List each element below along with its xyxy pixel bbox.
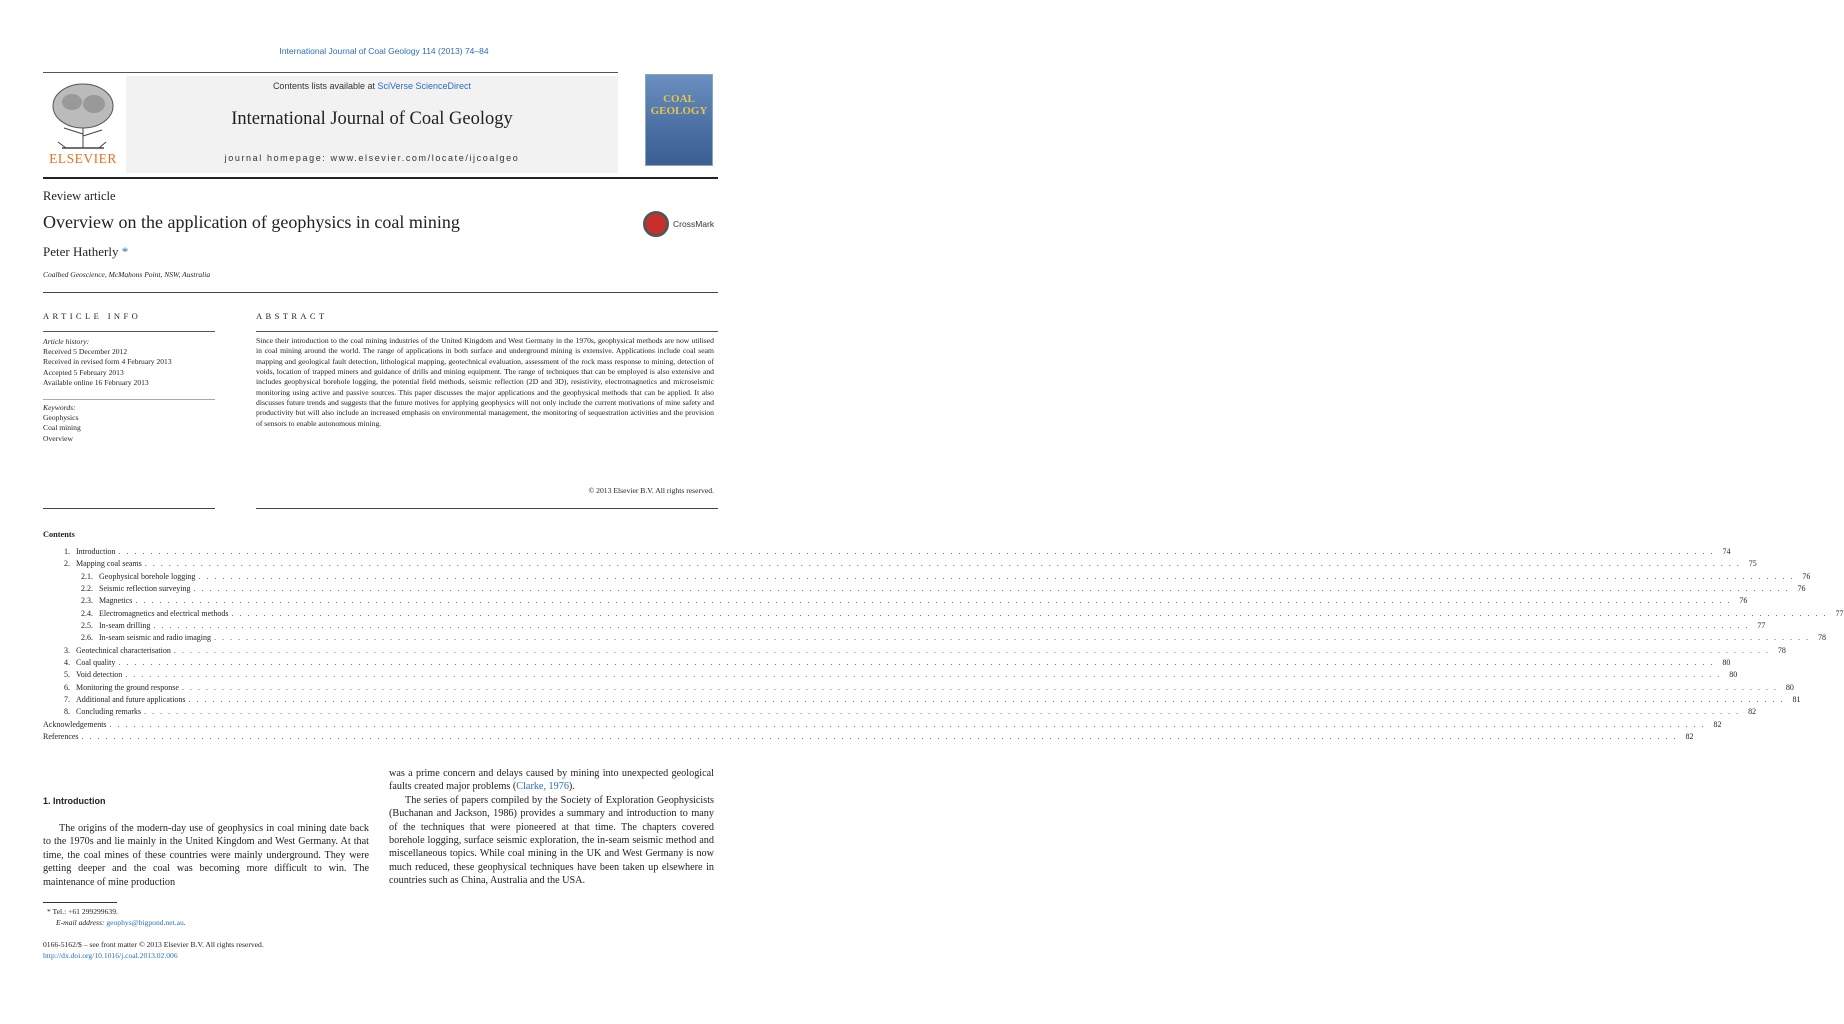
paragraph-text: ). xyxy=(568,781,575,793)
toc-page-number: 78 xyxy=(1777,645,1786,655)
footnote-tel: * Tel.: +61 299299639. xyxy=(47,907,118,916)
toc-leader-dots: . . . . . . . . . . . . . . . . . . . . . . . . . . . . . . . . . . . . . . . . . . . . . . . . . . . . . . . . . . . . . . . . . . . . . . . . . . . . . . . . . . . . . . . . . . . . . . . . . . . . . . . . . . . . . . . . . . . . . . . . . . . . . . . . . . . . . . . . . . . . . . . . . . . . . . . . . . . . . . . . . . . . . . . . . . . . . . . . . . . . . . . . . . . . . . . . . . . . . . . . xyxy=(193,584,1790,594)
history-online: Available online 16 February 2013 xyxy=(43,377,149,387)
footnote-email xyxy=(43,918,186,929)
toc-title: Geophysical borehole logging xyxy=(99,571,196,581)
keywords-block xyxy=(43,403,215,444)
toc-entry[interactable] xyxy=(43,669,1738,681)
contents-heading: Contents xyxy=(43,530,75,539)
toc-entry[interactable] xyxy=(43,583,1806,595)
keyword: Overview xyxy=(43,433,73,443)
header-top-rule xyxy=(43,72,618,73)
info-top-rule xyxy=(43,292,718,293)
toc-entry[interactable] xyxy=(43,632,1826,644)
toc-entry[interactable] xyxy=(43,694,1801,706)
toc-leader-dots: . . . . . . . . . . . . . . . . . . . . . . . . . . . . . . . . . . . . . . . . . . . . . . . . . . . . . . . . . . . . . . . . . . . . . . . . . . . . . . . . . . . . . . . . . . . . . . . . . . . . . . . . . . . . . . . . . . . . . . . . . . . . . . . . . . . . . . . . . . . . . . . . . . . . . . . . . . . . . . . . . . . . . . . . . . . . . . . . . . . . . . . . . . . . . . . . . . . . . . . . xyxy=(181,682,1778,692)
toc-number: 2.3. xyxy=(81,596,93,606)
toc-number: 3. xyxy=(64,645,70,655)
toc-title: In-seam seismic and radio imaging xyxy=(99,633,211,643)
toc-leader-dots: . . . . . . . . . . . . . . . . . . . . . . . . . . . . . . . . . . . . . . . . . . . . . . . . . . . . . . . . . . . . . . . . . . . . . . . . . . . . . . . . . . . . . . . . . . . . . . . . . . . . . . . . . . . . . . . . . . . . . . . . . . . . . . . . . . . . . . . . . . . . . . . . . . . . . . . . . . . . . . . . . . . . . . . . . . . . . . . . . . . . . . . . . . . . . . . . . . . . . . . . xyxy=(125,670,1722,680)
toc-leader-dots: . . . . . . . . . . . . . . . . . . . . . . . . . . . . . . . . . . . . . . . . . . . . . . . . . . . . . . . . . . . . . . . . . . . . . . . . . . . . . . . . . . . . . . . . . . . . . . . . . . . . . . . . . . . . . . . . . . . . . . . . . . . . . . . . . . . . . . . . . . . . . . . . . . . . . . . . . . . . . . . . . . . . . . . . . . . . . . . . . . . . . . . . . . . . . . . . . . . . . . . . xyxy=(135,596,1732,606)
toc-number: 2.4. xyxy=(81,608,93,618)
article-type: Review article xyxy=(43,189,116,203)
toc-title: Concluding remarks xyxy=(76,707,142,717)
body-paragraph xyxy=(389,767,714,794)
toc-page-number: 74 xyxy=(1722,547,1731,556)
cover-title: COAL GEOLOGY xyxy=(650,93,708,117)
section-heading-introduction: 1. Introduction xyxy=(43,796,106,806)
info-bottom-rule-right xyxy=(256,508,718,509)
toc-title: Monitoring the ground response xyxy=(76,682,179,692)
toc-page-number: 82 xyxy=(1685,732,1694,742)
history-received: Received 5 December 2012 xyxy=(43,347,128,357)
author-line xyxy=(43,244,128,260)
author-affiliation: Coalbed Geoscience, McMahons Point, NSW, Australia xyxy=(43,270,211,279)
abstract-copyright: © 2013 Elsevier B.V. All rights reserved. xyxy=(588,486,714,495)
toc-entry[interactable] xyxy=(43,731,1694,743)
info-left-rule xyxy=(43,331,215,332)
toc-leader-dots: . . . . . . . . . . . . . . . . . . . . . . . . . . . . . . . . . . . . . . . . . . . . . . . . . . . . . . . . . . . . . . . . . . . . . . . . . . . . . . . . . . . . . . . . . . . . . . . . . . . . . . . . . . . . . . . . . . . . . . . . . . . . . . . . . . . . . . . . . . . . . . . . . . . . . . . . . . . . . . . . . . . . . . . . . . . . . . . . . . . . . . . . . . . . . . . . . . . . . . . . xyxy=(173,645,1770,655)
body-right-column xyxy=(389,767,714,888)
article-title: Overview on the application of geophysics in coal mining xyxy=(43,212,460,232)
toc-page-number: 78 xyxy=(1817,633,1826,643)
email-link[interactable]: geophys@bigpond.net.au xyxy=(106,917,184,927)
toc-leader-dots: . . . . . . . . . . . . . . . . . . . . . . . . . . . . . . . . . . . . . . . . . . . . . . . . . . . . . . . . . . . . . . . . . . . . . . . . . . . . . . . . . . . . . . . . . . . . . . . . . . . . . . . . . . . . . . . . . . . . . . . . . . . . . . . . . . . . . . . . . . . . . . . . . . . . . . . . . . . . . . . . . . . . . . . . . . . . . . . . . . . . . . . . . . . . . . . . . . . . . . . . xyxy=(109,719,1706,729)
history-divider xyxy=(43,399,215,400)
footnote-rule xyxy=(43,902,117,903)
sciencedirect-link[interactable]: SciVerse ScienceDirect xyxy=(377,81,472,91)
issn-line: 0166-5162/$ – see front matter © 2013 Elsevier B.V. All rights reserved. xyxy=(43,940,264,949)
toc-entry[interactable] xyxy=(43,682,1794,694)
toc-page-number: 80 xyxy=(1722,658,1731,668)
journal-title: International Journal of Coal Geology xyxy=(231,109,513,129)
journal-reference[interactable]: International Journal of Coal Geology 114 (2013) 74–84 xyxy=(279,46,489,56)
toc-entry[interactable] xyxy=(43,706,1757,718)
history-label: Article history: xyxy=(43,337,90,346)
toc-entry[interactable] xyxy=(43,546,1731,558)
toc-title: Void detection xyxy=(76,670,123,680)
toc-entry[interactable] xyxy=(43,595,1748,607)
toc-number: 2.5. xyxy=(81,621,93,631)
toc-title: Magnetics xyxy=(99,596,133,606)
toc-entry[interactable] xyxy=(43,620,1766,632)
footnotes xyxy=(43,907,186,928)
citation-link[interactable]: Clarke, 1976 xyxy=(516,781,569,793)
author-name: Peter Hatherly xyxy=(43,244,119,259)
toc-title: Geotechnical characterisation xyxy=(76,645,171,655)
toc-leader-dots: . . . . . . . . . . . . . . . . . . . . . . . . . . . . . . . . . . . . . . . . . . . . . . . . . . . . . . . . . . . . . . . . . . . . . . . . . . . . . . . . . . . . . . . . . . . . . . . . . . . . . . . . . . . . . . . . . . . . . . . . . . . . . . . . . . . . . . . . . . . . . . . . . . . . . . . . . . . . . . . . . . . . . . . . . . . . . . . . . . . . . . . . . . . . . . . . . . . . . . . . xyxy=(144,559,1741,569)
toc-page-number: 76 xyxy=(1739,596,1748,606)
history-accepted: Accepted 5 February 2013 xyxy=(43,367,124,377)
toc-leader-dots: . . . . . . . . . . . . . . . . . . . . . . . . . . . . . . . . . . . . . . . . . . . . . . . . . . . . . . . . . . . . . . . . . . . . . . . . . . . . . . . . . . . . . . . . . . . . . . . . . . . . . . . . . . . . . . . . . . . . . . . . . . . . . . . . . . . . . . . . . . . . . . . . . . . . . . . . . . . . . . . . . . . . . . . . . . . . . . . . . . . . . . . . . . . . . . . . . . . . . . . . xyxy=(118,547,1715,556)
toc-page-number: 77 xyxy=(1757,621,1766,631)
toc-leader-dots: . . . . . . . . . . . . . . . . . . . . . . . . . . . . . . . . . . . . . . . . . . . . . . . . . . . . . . . . . . . . . . . . . . . . . . . . . . . . . . . . . . . . . . . . . . . . . . . . . . . . . . . . . . . . . . . . . . . . . . . . . . . . . . . . . . . . . . . . . . . . . . . . . . . . . . . . . . . . . . . . . . . . . . . . . . . . . . . . . . . . . . . . . . . . . . . . . . . . . . . . xyxy=(198,571,1795,581)
elsevier-wordmark: ELSEVIER xyxy=(49,151,117,166)
toc-title: Additional and future applications xyxy=(76,695,186,705)
article-info-heading: ARTICLE INFO xyxy=(43,311,142,321)
toc-number: 7. xyxy=(64,695,70,705)
keyword: Coal mining xyxy=(43,423,81,433)
toc-entry[interactable] xyxy=(43,571,1811,583)
body-left-column: The origins of the modern-day use of geophysics in coal mining date back to the 1970s and lie mainly in the United Kingdom and West Germany. At that time, the coal mines of these countries were mainly underground. They were getting deeper and the coal was becoming more difficult to win. The maintenance of mine production xyxy=(43,823,369,888)
email-suffix: . xyxy=(183,917,186,927)
toc-title: Electromagnetics and electrical methods xyxy=(99,608,229,618)
info-bottom-rule-left xyxy=(43,508,215,509)
toc-entry[interactable] xyxy=(43,608,1844,620)
toc-page-number: 80 xyxy=(1729,670,1738,680)
toc-leader-dots: . . . . . . . . . . . . . . . . . . . . . . . . . . . . . . . . . . . . . . . . . . . . . . . . . . . . . . . . . . . . . . . . . . . . . . . . . . . . . . . . . . . . . . . . . . . . . . . . . . . . . . . . . . . . . . . . . . . . . . . . . . . . . . . . . . . . . . . . . . . . . . . . . . . . . . . . . . . . . . . . . . . . . . . . . . . . . . . . . . . . . . . . . . . . . . . . . . . . . . . . xyxy=(118,658,1715,668)
author-footnote-marker[interactable]: * xyxy=(121,244,129,259)
toc-title: References xyxy=(43,732,79,742)
header-bottom-rule xyxy=(43,177,718,179)
toc-entry[interactable] xyxy=(43,645,1786,657)
toc-entry[interactable] xyxy=(43,558,1757,570)
toc-entry[interactable] xyxy=(43,657,1731,669)
toc-number: 6. xyxy=(64,682,70,692)
toc-number: 2.6. xyxy=(81,633,93,643)
toc-title: Mapping coal seams xyxy=(76,559,142,569)
toc-page-number: 82 xyxy=(1748,707,1757,717)
toc-leader-dots: . . . . . . . . . . . . . . . . . . . . . . . . . . . . . . . . . . . . . . . . . . . . . . . . . . . . . . . . . . . . . . . . . . . . . . . . . . . . . . . . . . . . . . . . . . . . . . . . . . . . . . . . . . . . . . . . . . . . . . . . . . . . . . . . . . . . . . . . . . . . . . . . . . . . . . . . . . . . . . . . . . . . . . . . . . . . . . . . . . . . . . . . . . . . . . . . . . . . . . . . xyxy=(213,633,1810,643)
crossmark-badge[interactable] xyxy=(643,211,723,241)
doi-link[interactable]: http://dx.doi.org/10.1016/j.coal.2013.02.006 xyxy=(43,950,178,960)
abstract-text: Since their introduction to the coal mining industries of the United Kingdom and West Germany in the 1970s, geophysical methods are now utilised in coal mining around the world. The range of applications in both surface and underground mining is extensive. Applications include coal seam mapping and geological fault detection, lithological mapping, geotechnical evaluation, assessment of the rock mass response to mining, detection of voids, location of trapped miners and guidance of drills and mining equipment. The range of techniques that can be employed is also extensive and includes geophysical borehole logging, the potential field methods, seismic reflection (2D and 3D), resistivity, electromagnetics and microseismic monitoring using active and passive sources. This paper discusses the major applications and the geophysical methods that can be applied. It also discusses future trends and suggests that the future motives for applying geophysics will not only include the current motivations of mine safety and productivity but will also include an increased emphasis on environmental management, the monitoring of sequestration activities and the provision of sensors to enable autonomous mining. xyxy=(256,336,714,428)
contents-prefix: Contents lists available at xyxy=(272,81,378,91)
crossmark-icon xyxy=(643,211,669,237)
toc-number: 1. xyxy=(64,547,70,556)
toc-number: 2.2. xyxy=(81,584,93,594)
toc-leader-dots: . . . . . . . . . . . . . . . . . . . . . . . . . . . . . . . . . . . . . . . . . . . . . . . . . . . . . . . . . . . . . . . . . . . . . . . . . . . . . . . . . . . . . . . . . . . . . . . . . . . . . . . . . . . . . . . . . . . . . . . . . . . . . . . . . . . . . . . . . . . . . . . . . . . . . . . . . . . . . . . . . . . . . . . . . . . . . . . . . . . . . . . . . . . . . . . . . . . . . . . . xyxy=(231,608,1828,618)
toc-leader-dots: . . . . . . . . . . . . . . . . . . . . . . . . . . . . . . . . . . . . . . . . . . . . . . . . . . . . . . . . . . . . . . . . . . . . . . . . . . . . . . . . . . . . . . . . . . . . . . . . . . . . . . . . . . . . . . . . . . . . . . . . . . . . . . . . . . . . . . . . . . . . . . . . . . . . . . . . . . . . . . . . . . . . . . . . . . . . . . . . . . . . . . . . . . . . . . . . . . . . . . . . xyxy=(188,695,1785,705)
toc-number: 5. xyxy=(64,670,70,680)
journal-cover-image[interactable] xyxy=(645,74,713,166)
toc-title: Acknowledgements xyxy=(43,719,107,729)
body-paragraph: The series of papers compiled by the Society of Exploration Geophysicists (Buchanan and Jackson, 1986) provides a summary and introduction to many of the techniques that were pioneered at that time. The chapters covered borehole logging, surface seismic exploration, the in-seam seismic method and miscellaneous topics. While coal mining in the UK and West Germany is now much reduced, these geophysical techniques have been taken up elsewhere in countries such as China, Australia and the USA. xyxy=(389,794,714,887)
toc-number: 2.1. xyxy=(81,571,93,581)
toc-page-number: 81 xyxy=(1792,695,1801,705)
toc-number: 2. xyxy=(64,559,70,569)
journal-homepage[interactable]: journal homepage: www.elsevier.com/locate/ijcoalgeo xyxy=(224,153,520,163)
keyword: Geophysics xyxy=(43,413,79,423)
abstract-heading: ABSTRACT xyxy=(256,311,328,321)
toc-page-number: 76 xyxy=(1797,584,1806,594)
front-matter xyxy=(43,940,264,961)
toc-title: In-seam drilling xyxy=(99,621,151,631)
toc-leader-dots: . . . . . . . . . . . . . . . . . . . . . . . . . . . . . . . . . . . . . . . . . . . . . . . . . . . . . . . . . . . . . . . . . . . . . . . . . . . . . . . . . . . . . . . . . . . . . . . . . . . . . . . . . . . . . . . . . . . . . . . . . . . . . . . . . . . . . . . . . . . . . . . . . . . . . . . . . . . . . . . . . . . . . . . . . . . . . . . . . . . . . . . . . . . . . . . . . . . . . . . . xyxy=(144,707,1741,717)
crossmark-label: CrossMark xyxy=(673,219,715,229)
toc-number: 4. xyxy=(64,658,70,668)
toc-title: Introduction xyxy=(76,547,116,556)
article-history xyxy=(43,337,215,388)
contents-availability-line xyxy=(126,81,618,91)
abstract-rule xyxy=(256,331,718,332)
toc-leader-dots: . . . . . . . . . . . . . . . . . . . . . . . . . . . . . . . . . . . . . . . . . . . . . . . . . . . . . . . . . . . . . . . . . . . . . . . . . . . . . . . . . . . . . . . . . . . . . . . . . . . . . . . . . . . . . . . . . . . . . . . . . . . . . . . . . . . . . . . . . . . . . . . . . . . . . . . . . . . . . . . . . . . . . . . . . . . . . . . . . . . . . . . . . . . . . . . . . . . . . . . . xyxy=(153,621,1750,631)
toc-leader-dots: . . . . . . . . . . . . . . . . . . . . . . . . . . . . . . . . . . . . . . . . . . . . . . . . . . . . . . . . . . . . . . . . . . . . . . . . . . . . . . . . . . . . . . . . . . . . . . . . . . . . . . . . . . . . . . . . . . . . . . . . . . . . . . . . . . . . . . . . . . . . . . . . . . . . . . . . . . . . . . . . . . . . . . . . . . . . . . . . . . . . . . . . . . . . . . . . . . . . . . . . xyxy=(81,732,1678,742)
toc-title: Coal quality xyxy=(76,658,116,668)
toc-page-number: 75 xyxy=(1748,559,1757,569)
keywords-label: Keywords: xyxy=(43,403,76,412)
history-revised: Received in revised form 4 February 2013 xyxy=(43,357,172,367)
toc-number: 8. xyxy=(64,707,70,717)
toc-entry[interactable] xyxy=(43,719,1722,731)
table-of-contents xyxy=(43,546,1844,744)
toc-page-number: 76 xyxy=(1802,571,1811,581)
toc-title: Seismic reflection surveying xyxy=(99,584,191,594)
toc-page-number: 77 xyxy=(1835,608,1844,618)
toc-page-number: 82 xyxy=(1713,719,1722,729)
toc-page-number: 80 xyxy=(1785,682,1794,692)
email-label: E-mail address: xyxy=(56,917,107,927)
paragraph-text: was a prime concern and delays caused by mining into unexpected geological faults created major problems ( xyxy=(389,768,714,793)
